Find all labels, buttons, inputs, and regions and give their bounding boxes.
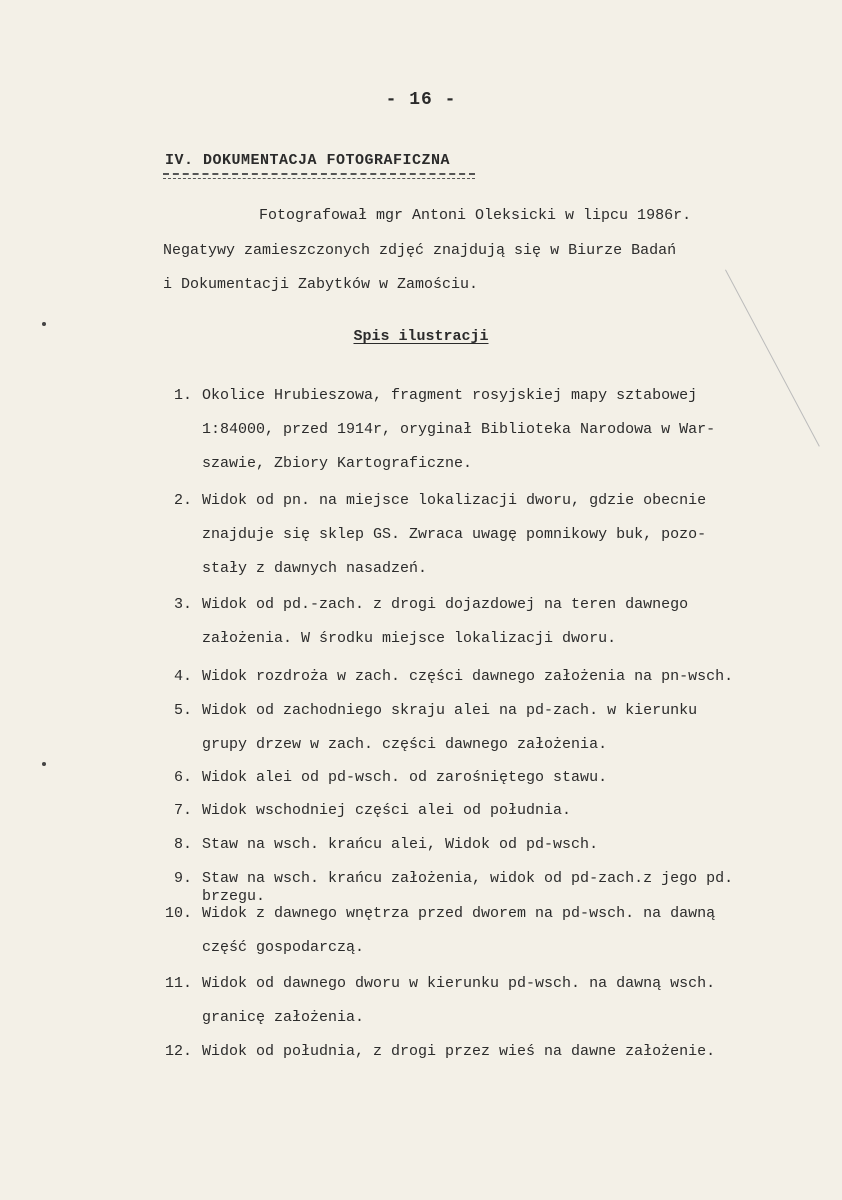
- intro-line-3: i Dokumentacji Zabytków w Zamościu.: [163, 276, 479, 293]
- item-line: Okolice Hrubieszowa, fragment rosyjskiej mapy sztabowej: [202, 387, 698, 404]
- item-line: Widok rozdroża w zach. części dawnego założenia na pn-wsch.: [202, 668, 734, 685]
- item-line: Widok wschodniej części alei od południa.: [202, 802, 572, 819]
- item-line: część gospodarczą.: [202, 939, 365, 956]
- item-number: 11.: [164, 975, 192, 992]
- item-line: Widok od pn. na miejsce lokalizacji dworu, gdzie obecnie: [202, 492, 707, 509]
- item-number: 7.: [173, 802, 192, 819]
- item-line: Widok z dawnego wnętrza przed dworem na pd-wsch. na dawną: [202, 905, 716, 922]
- item-number: 9.: [173, 870, 192, 887]
- item-number: 4.: [173, 668, 192, 685]
- item-line: grupy drzew w zach. części dawnego założenia.: [202, 736, 608, 753]
- item-number: 8.: [173, 836, 192, 853]
- item-line: założenia. W środku miejsce lokalizacji dworu.: [202, 630, 617, 647]
- item-line: Staw na wsch. krańcu założenia, widok od pd-zach.z jego pd.: [202, 870, 734, 887]
- page-number: - 16 -: [385, 90, 457, 110]
- item-line: Widok alei od pd-wsch. od zarośniętego stawu.: [202, 769, 608, 786]
- item-line: granicę założenia.: [202, 1009, 365, 1026]
- item-line: Staw na wsch. krańcu alei, Widok od pd-wsch.: [202, 836, 599, 853]
- section-title: IV. DOKUMENTACJA FOTOGRAFICZNA: [165, 152, 451, 169]
- item-number: 3.: [173, 596, 192, 613]
- intro-text-1: Fotografował mgr Antoni Oleksicki w lipcu 1986r.: [259, 207, 692, 224]
- item-line: Widok od dawnego dworu w kierunku pd-wsch. na dawną wsch.: [202, 975, 716, 992]
- margin-mark: [42, 322, 46, 326]
- list-title: [0, 328, 842, 345]
- item-line: Widok od zachodniego skraju alei na pd-zach. w kierunku: [202, 702, 698, 719]
- item-line: stały z dawnych nasadzeń.: [202, 560, 428, 577]
- item-line: Widok od południa, z drogi przez wieś na dawne założenie.: [202, 1043, 716, 1060]
- item-number: 5.: [173, 702, 192, 719]
- list-title-text: Spis ilustracji: [353, 328, 489, 345]
- item-line: znajduje się sklep GS. Zwraca uwagę pomnikowy buk, pozo-: [202, 526, 707, 543]
- item-line: Widok od pd.-zach. z drogi dojazdowej na teren dawnego: [202, 596, 689, 613]
- item-line: 1:84000, przed 1914r, oryginał Biblioteka Narodowa w War-: [202, 421, 716, 438]
- item-number: 1.: [173, 387, 192, 404]
- item-number: 2.: [173, 492, 192, 509]
- item-number: 12.: [164, 1043, 192, 1060]
- intro-line-1: [163, 199, 763, 232]
- item-number: 6.: [173, 769, 192, 786]
- item-number: 10.: [164, 905, 192, 922]
- intro-line-2: Negatywy zamieszczonych zdjęć znajdują się w Biurze Badań: [163, 242, 677, 259]
- margin-mark: [42, 762, 46, 766]
- item-line: szawie, Zbiory Kartograficzne.: [202, 455, 473, 472]
- item-line: brzegu.: [202, 888, 266, 905]
- title-underline: [163, 173, 475, 179]
